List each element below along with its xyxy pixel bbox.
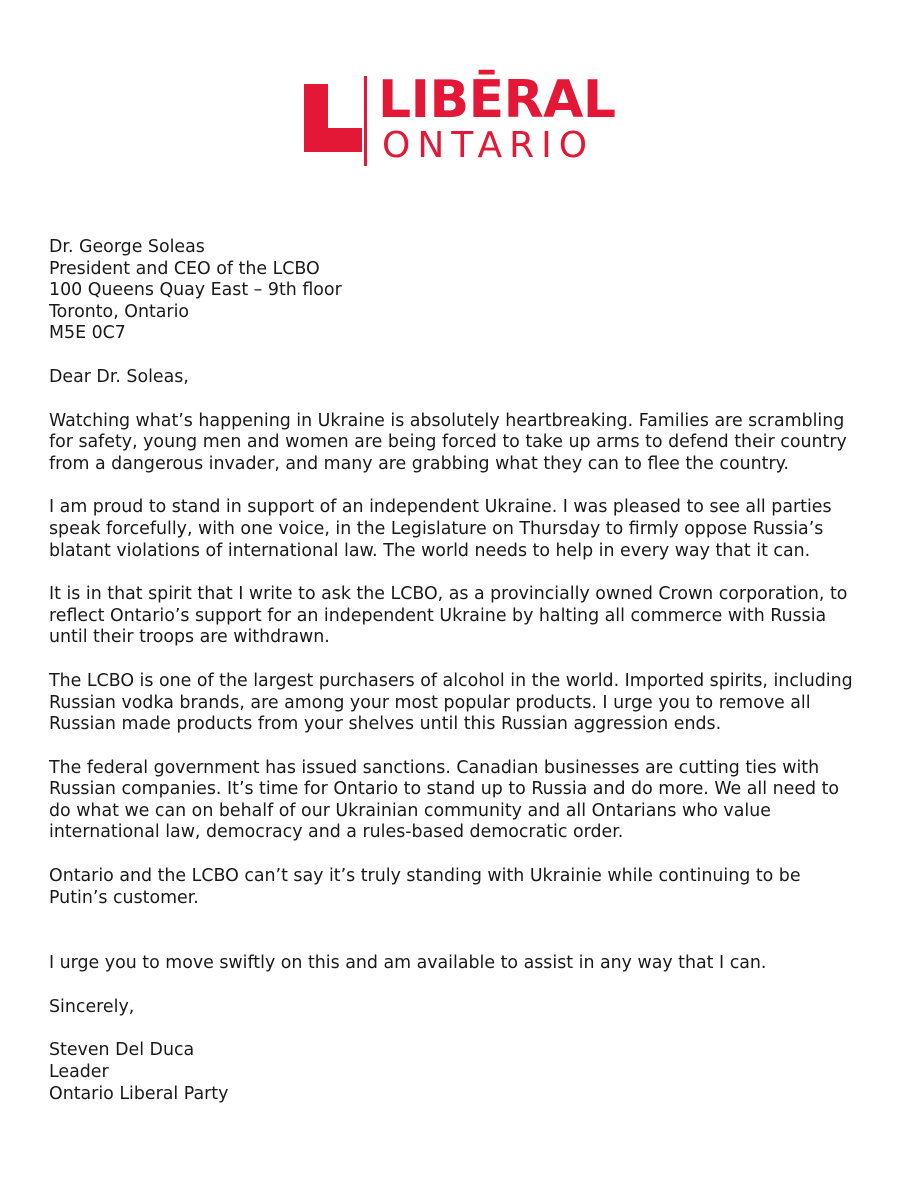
paragraph-line: Russian made products from your shelves until this Russian aggression ends. — [49, 714, 722, 735]
sign-off: Sincerely, — [49, 996, 135, 1017]
recipient-postal: M5E 0C7 — [49, 323, 126, 344]
paragraph-line: It is in that spirit that I write to ask the LCBO, as a provincially owned Crown corporation, to — [49, 584, 848, 605]
paragraph-line: Putin’s customer. — [49, 887, 199, 908]
paragraph-line: for safety, young men and women are being forced to take up arms to defend their country — [49, 432, 847, 453]
paragraph-1 — [49, 411, 879, 476]
paragraph-line: speak forcefully, with one voice, in the Legislature on Thursday to firmly oppose Russia’s — [49, 518, 824, 539]
paragraph-line: from a dangerous invader, and many are grabbing what they can to flee the country. — [49, 453, 789, 474]
paragraph-line: do what we can on behalf of our Ukrainian community and all Ontarians who value — [49, 800, 771, 821]
paragraph-line: Watching what’s happening in Ukraine is absolutely heartbreaking. Families are scrambling — [49, 410, 845, 431]
paragraph-line: Russian companies. It’s time for Ontario to stand up to Russia and do more. We all need to — [49, 779, 840, 800]
recipient-street: 100 Queens Quay East – 9th floor — [49, 280, 342, 301]
paragraph-line: international law, democracy and a rules-based democratic order. — [49, 822, 624, 843]
paragraph-line: The LCBO is one of the largest purchasers of alcohol in the world. Imported spirits, including — [49, 670, 853, 691]
ontario-liberal-logo — [304, 70, 624, 172]
liberal-l-mark-icon — [304, 76, 374, 166]
paragraph-line: until their troops are withdrawn. — [49, 627, 330, 648]
paragraph-line: I am proud to stand in support of an independent Ukraine. I was pleased to see all parties — [49, 497, 832, 518]
recipient-address — [49, 237, 879, 345]
paragraph-line: reflect Ontario’s support for an independent Ukraine by halting all commerce with Russia — [49, 605, 827, 626]
paragraph-6 — [49, 866, 879, 909]
logo-wordmark-ontario: ONTARIO — [382, 125, 595, 166]
signatory-organization: Ontario Liberal Party — [49, 1083, 229, 1104]
paragraph-2 — [49, 497, 879, 562]
paragraph-line: blatant violations of international law. The world needs to help in every way that it can. — [49, 540, 811, 561]
logo-wordmark-liberal: LIBĒRAL — [378, 70, 616, 130]
paragraph-3 — [49, 584, 879, 649]
closing-paragraph: I urge you to move swiftly on this and am available to assist in any way that I can. — [49, 953, 767, 974]
paragraph-line: The federal government has issued sanctions. Canadian businesses are cutting ties with — [49, 757, 820, 778]
paragraph-5 — [49, 758, 879, 844]
signatory-role: Leader — [49, 1062, 109, 1083]
signatory-name: Steven Del Duca — [49, 1040, 195, 1061]
recipient-name: Dr. George Soleas — [49, 237, 205, 257]
paragraph-4 — [49, 671, 879, 736]
paragraph-line: Russian vodka brands, are among your most popular products. I urge you to remove all — [49, 692, 811, 713]
paragraph-line: Ontario and the LCBO can’t say it’s truly standing with Ukrainie while continuing to be — [49, 866, 801, 887]
salutation: Dear Dr. Soleas, — [49, 366, 189, 387]
letter-body — [49, 237, 879, 1105]
signature-block — [49, 1040, 879, 1105]
recipient-title: President and CEO of the LCBO — [49, 258, 320, 279]
recipient-city: Toronto, Ontario — [49, 301, 190, 322]
